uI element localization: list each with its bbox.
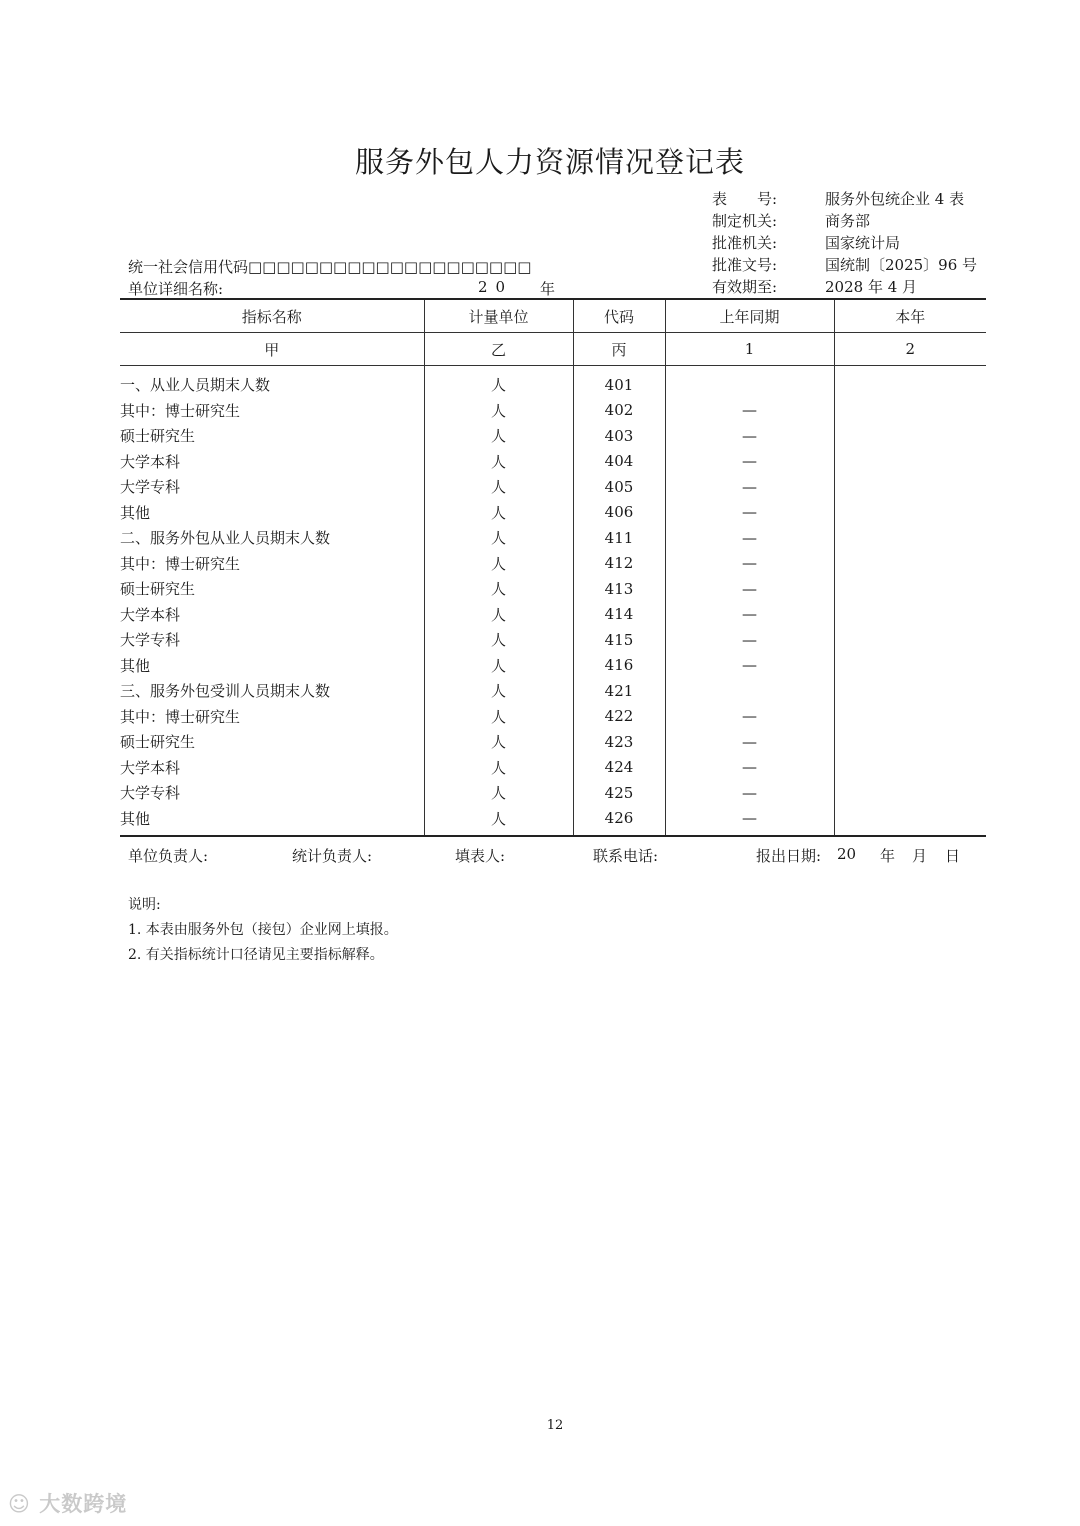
this-year-cell[interactable]: [834, 525, 986, 551]
code-cell: 422: [573, 704, 665, 730]
indicator-name: 三、服务外包受训人员期末人数: [120, 682, 331, 701]
code-cell: 413: [573, 576, 665, 602]
meta-label: 批准文号:: [712, 256, 778, 274]
watermark-text: 大数跨境: [39, 1492, 128, 1516]
prev-year-cell: —: [665, 398, 834, 424]
unit-cell: 人: [424, 525, 573, 551]
page-number: 12: [546, 1418, 564, 1433]
this-year-cell[interactable]: [834, 423, 986, 449]
indicator-name: 其中：博士研究生: [120, 554, 241, 573]
unit-cell: 人: [424, 729, 573, 755]
credit-code-field: 统一社会信用代码□□□□□□□□□□□□□□□□□□□□: [128, 258, 532, 276]
meta-label: 表 号:: [712, 190, 778, 208]
indicator-name: 大学专科: [120, 478, 181, 497]
unit-cell: 人: [424, 678, 573, 704]
note-item: 2. 有关指标统计口径请见主要指标解释。: [128, 947, 384, 963]
code-cell: 415: [573, 627, 665, 653]
footer-filler: 填表人:: [455, 847, 506, 865]
table-header-row: [120, 299, 986, 333]
col-index: 1: [665, 333, 834, 366]
indicator-name: 一、从业人员期末人数: [120, 376, 271, 395]
code-cell: 402: [573, 398, 665, 424]
this-year-cell[interactable]: [834, 755, 986, 781]
this-year-cell[interactable]: [834, 806, 986, 837]
year-prefix: 20: [478, 278, 514, 296]
watermark: [8, 1488, 127, 1518]
table-row: [120, 366, 986, 398]
form-title: 服务外包人力资源情况登记表: [354, 145, 745, 179]
this-year-cell[interactable]: [834, 627, 986, 653]
meta-value: 2028 年 4 月: [825, 278, 918, 296]
footer-unit-head: 单位负责人:: [128, 847, 209, 865]
indicator-name: 其中：博士研究生: [120, 401, 241, 420]
prev-year-cell: [665, 366, 834, 398]
unit-cell: 人: [424, 474, 573, 500]
this-year-cell[interactable]: [834, 653, 986, 679]
prev-year-cell: —: [665, 423, 834, 449]
table-row: [120, 423, 986, 449]
col-index: 2: [834, 333, 986, 366]
table-index-row: [120, 333, 986, 366]
code-cell: 424: [573, 755, 665, 781]
this-year-cell[interactable]: [834, 678, 986, 704]
indicator-name: 硕士研究生: [120, 427, 196, 446]
indicator-name: 其他: [120, 656, 151, 675]
table-row: [120, 525, 986, 551]
prev-year-cell: —: [665, 627, 834, 653]
indicator-name: 其他: [120, 806, 424, 837]
col-header-indicator: 指标名称: [120, 299, 424, 333]
indicator-name: 其中：博士研究生: [120, 707, 241, 726]
meta-label: 制定机关:: [712, 212, 778, 230]
this-year-cell[interactable]: [834, 551, 986, 577]
col-index: 甲: [120, 333, 424, 366]
table-row: [120, 678, 986, 704]
this-year-cell[interactable]: [834, 500, 986, 526]
unit-name-label: 单位详细名称:: [128, 280, 224, 298]
notes: [128, 893, 398, 968]
prev-year-cell: —: [665, 806, 834, 837]
year-suffix: 年: [540, 280, 556, 298]
indicator-name: 硕士研究生: [120, 733, 196, 752]
footer-phone: 联系电话:: [593, 847, 659, 865]
code-cell: 401: [573, 366, 665, 398]
note-item: 1. 本表由服务外包（接包）企业网上填报。: [128, 922, 398, 938]
table-row: [120, 755, 986, 781]
unit-cell: 人: [424, 576, 573, 602]
table-row: [120, 500, 986, 526]
meta-value: 服务外包统企业 4 表: [825, 190, 965, 208]
prev-year-cell: —: [665, 729, 834, 755]
prev-year-cell: —: [665, 525, 834, 551]
table-row: [120, 704, 986, 730]
code-cell: 414: [573, 602, 665, 628]
meta-label: 批准机关:: [712, 234, 778, 252]
table-row: [120, 449, 986, 475]
unit-cell: 人: [424, 780, 573, 806]
unit-cell: 人: [424, 627, 573, 653]
this-year-cell[interactable]: [834, 780, 986, 806]
indicator-name: 大学本科: [120, 452, 181, 471]
this-year-cell[interactable]: [834, 576, 986, 602]
col-index: 乙: [424, 333, 573, 366]
unit-cell: 人: [424, 653, 573, 679]
prev-year-cell: —: [665, 780, 834, 806]
prev-year-cell: —: [665, 474, 834, 500]
table-row: [120, 398, 986, 424]
footer-date-y: 年: [880, 847, 896, 865]
table-row: [120, 653, 986, 679]
unit-cell: 人: [424, 602, 573, 628]
this-year-cell[interactable]: [834, 474, 986, 500]
code-cell: 426: [573, 806, 665, 837]
col-header-prev-year: 上年同期: [665, 299, 834, 333]
prev-year-cell: —: [665, 576, 834, 602]
unit-cell: 人: [424, 806, 573, 837]
code-cell: 416: [573, 653, 665, 679]
table-row: [120, 474, 986, 500]
prev-year-cell: —: [665, 449, 834, 475]
meta-value: 国家统计局: [825, 234, 901, 252]
indicator-name: 硕士研究生: [120, 580, 196, 599]
code-cell: 412: [573, 551, 665, 577]
table-row: [120, 780, 986, 806]
code-cell: 403: [573, 423, 665, 449]
code-cell: 423: [573, 729, 665, 755]
footer-stat-head: 统计负责人:: [292, 847, 373, 865]
unit-cell: 人: [424, 551, 573, 577]
col-header-unit: 计量单位: [424, 299, 573, 333]
indicator-name: 大学本科: [120, 758, 181, 777]
table-row: [120, 729, 986, 755]
unit-cell: 人: [424, 704, 573, 730]
code-cell: 425: [573, 780, 665, 806]
this-year-cell[interactable]: [834, 398, 986, 424]
prev-year-cell: —: [665, 704, 834, 730]
unit-cell: 人: [424, 366, 573, 398]
col-header-this-year: 本年: [834, 299, 986, 333]
code-cell: 411: [573, 525, 665, 551]
prev-year-cell: [665, 678, 834, 704]
prev-year-cell: —: [665, 602, 834, 628]
prev-year-cell: —: [665, 755, 834, 781]
meta-value: 商务部: [825, 212, 871, 230]
unit-cell: 人: [424, 423, 573, 449]
unit-cell: 人: [424, 398, 573, 424]
this-year-cell[interactable]: [834, 729, 986, 755]
form-meta: [712, 188, 1012, 298]
indicator-name: 大学专科: [120, 631, 181, 650]
unit-cell: 人: [424, 755, 573, 781]
prev-year-cell: —: [665, 551, 834, 577]
this-year-cell[interactable]: [834, 366, 986, 398]
code-cell: 404: [573, 449, 665, 475]
this-year-cell[interactable]: [834, 602, 986, 628]
col-index: 丙: [573, 333, 665, 366]
this-year-cell[interactable]: [834, 449, 986, 475]
watermark-icon: ☺: [8, 1492, 31, 1516]
col-header-code: 代码: [573, 299, 665, 333]
footer-report-date: 报出日期:: [756, 847, 822, 865]
table-row: [120, 627, 986, 653]
notes-heading: 说明:: [128, 897, 161, 913]
prev-year-cell: —: [665, 653, 834, 679]
table-row: [120, 576, 986, 602]
code-cell: 406: [573, 500, 665, 526]
indicator-name: 二、服务外包从业人员期末人数: [120, 529, 331, 548]
indicator-name: 大学专科: [120, 784, 181, 803]
table-row: [120, 602, 986, 628]
footer-date-year: 20: [837, 845, 857, 863]
table-row: [120, 551, 986, 577]
prev-year-cell: —: [665, 500, 834, 526]
table-row: [120, 806, 986, 837]
data-table: [120, 298, 986, 837]
code-cell: 421: [573, 678, 665, 704]
this-year-cell[interactable]: [834, 704, 986, 730]
indicator-name: 大学本科: [120, 605, 181, 624]
meta-value: 国统制〔2025〕96 号: [825, 256, 978, 274]
footer-date-m: 月: [912, 847, 928, 865]
code-cell: 405: [573, 474, 665, 500]
meta-label: 有效期至:: [712, 278, 778, 296]
unit-cell: 人: [424, 500, 573, 526]
unit-cell: 人: [424, 449, 573, 475]
indicator-name: 其他: [120, 503, 151, 522]
footer-date-d: 日: [945, 847, 961, 865]
